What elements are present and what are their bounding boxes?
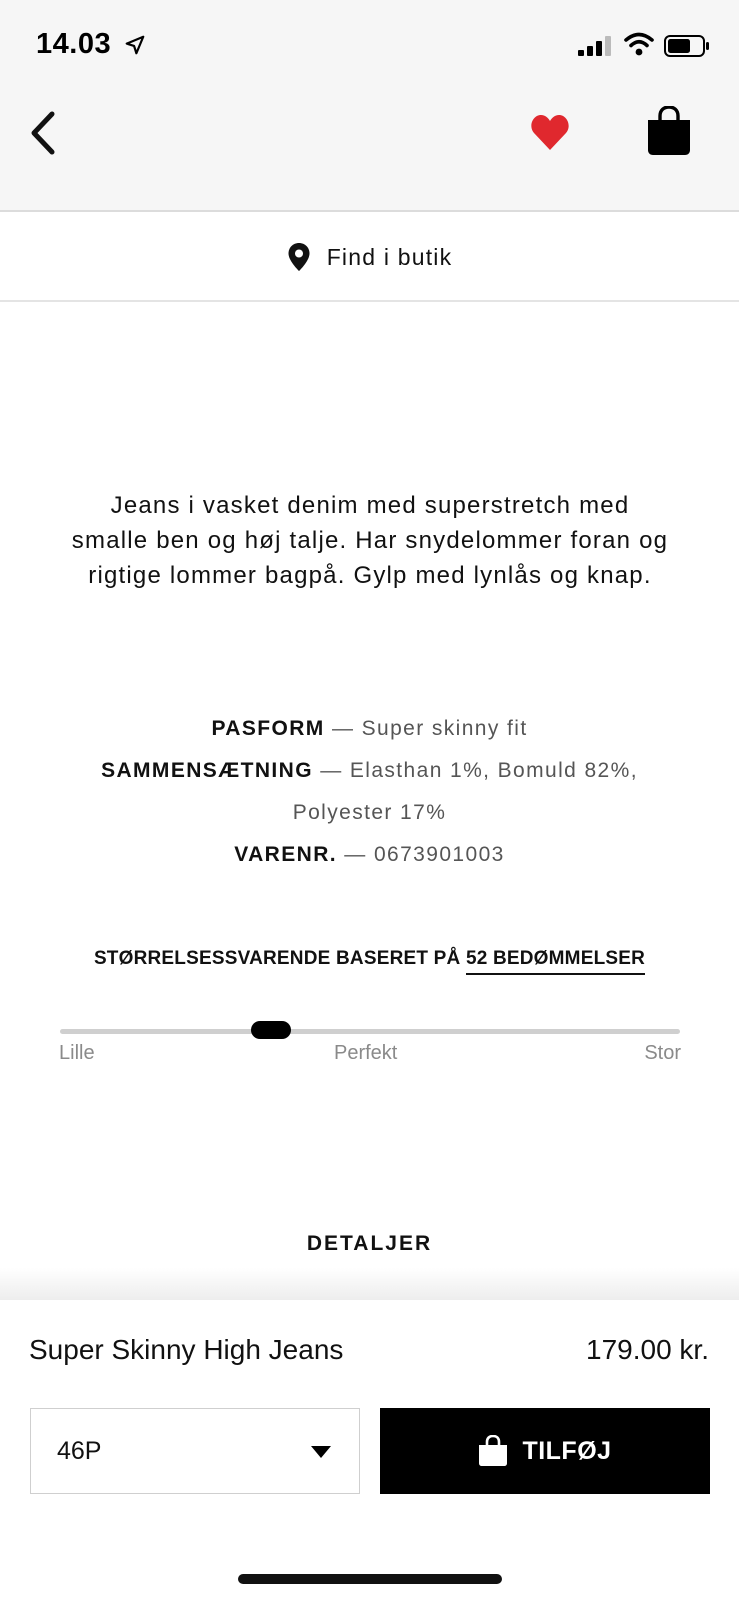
spec-fit [0, 708, 739, 750]
size-fit-heading [0, 948, 739, 970]
battery-icon [664, 35, 710, 57]
size-select-value: 46P [57, 1437, 102, 1465]
shopping-bag-icon [478, 1435, 508, 1467]
size-fit-heading-text: STØRRELSESSVARENDE BASERET PÅ [93, 948, 461, 969]
product-price: 179.00 kr. [586, 1334, 709, 1365]
status-time: 14.03 [36, 28, 112, 60]
signal-icon [578, 36, 612, 56]
add-to-bag-button[interactable] [380, 1408, 710, 1494]
spec-separator: — [344, 843, 367, 866]
product-description: Jeans i vasket denim med superstretch med smalle ben og høj talje. Har snydelommer foran og rigtige lommer bagpå. Gylp med lynlås og knap. [71, 492, 669, 589]
size-fit-indicator [251, 1021, 291, 1039]
product-specs [0, 708, 739, 876]
spec-separator: — [320, 759, 343, 782]
chevron-left-icon[interactable] [26, 108, 60, 158]
spec-fit-value: Super skinny fit [361, 717, 528, 740]
details-section-toggle[interactable]: DETALJER [306, 1232, 433, 1255]
spec-composition-value: Elasthan 1%, Bomuld 82%, [349, 759, 638, 782]
header [0, 0, 739, 212]
size-fit-small-label: Lille [59, 1042, 95, 1064]
shopping-bag-icon[interactable] [646, 106, 692, 156]
spec-separator: — [331, 717, 355, 740]
location-pin-icon [287, 242, 311, 272]
size-fit-perfect-label: Perfekt [334, 1042, 398, 1064]
heart-icon[interactable] [530, 114, 570, 152]
size-fit-track [60, 1029, 680, 1034]
spec-fit-key: PASFORM [211, 717, 325, 740]
reviews-link[interactable]: 52 BEDØMMELSER [466, 948, 645, 975]
spec-article-key: VARENR. [234, 843, 338, 866]
location-arrow-icon [124, 34, 146, 56]
spec-composition-continued [0, 792, 739, 834]
wifi-icon [624, 32, 654, 56]
product-name: Super Skinny High Jeans [29, 1334, 344, 1365]
size-select[interactable] [30, 1408, 360, 1494]
find-in-store-label: Find i butik [326, 243, 453, 270]
spec-composition [0, 750, 739, 792]
buy-bar-shadow [0, 1268, 739, 1302]
spec-article-value: 0673901003 [373, 843, 505, 866]
add-to-bag-label: TILFØJ [522, 1436, 612, 1465]
caret-down-icon [311, 1446, 331, 1458]
spec-article-number [0, 834, 739, 876]
spec-composition-key: SAMMENSÆTNING [101, 759, 313, 782]
home-indicator[interactable] [238, 1574, 502, 1584]
spec-composition-value-2: Polyester 17% [292, 801, 447, 824]
find-in-store-button[interactable] [0, 214, 739, 302]
size-fit-large-label: Stor [644, 1042, 681, 1064]
